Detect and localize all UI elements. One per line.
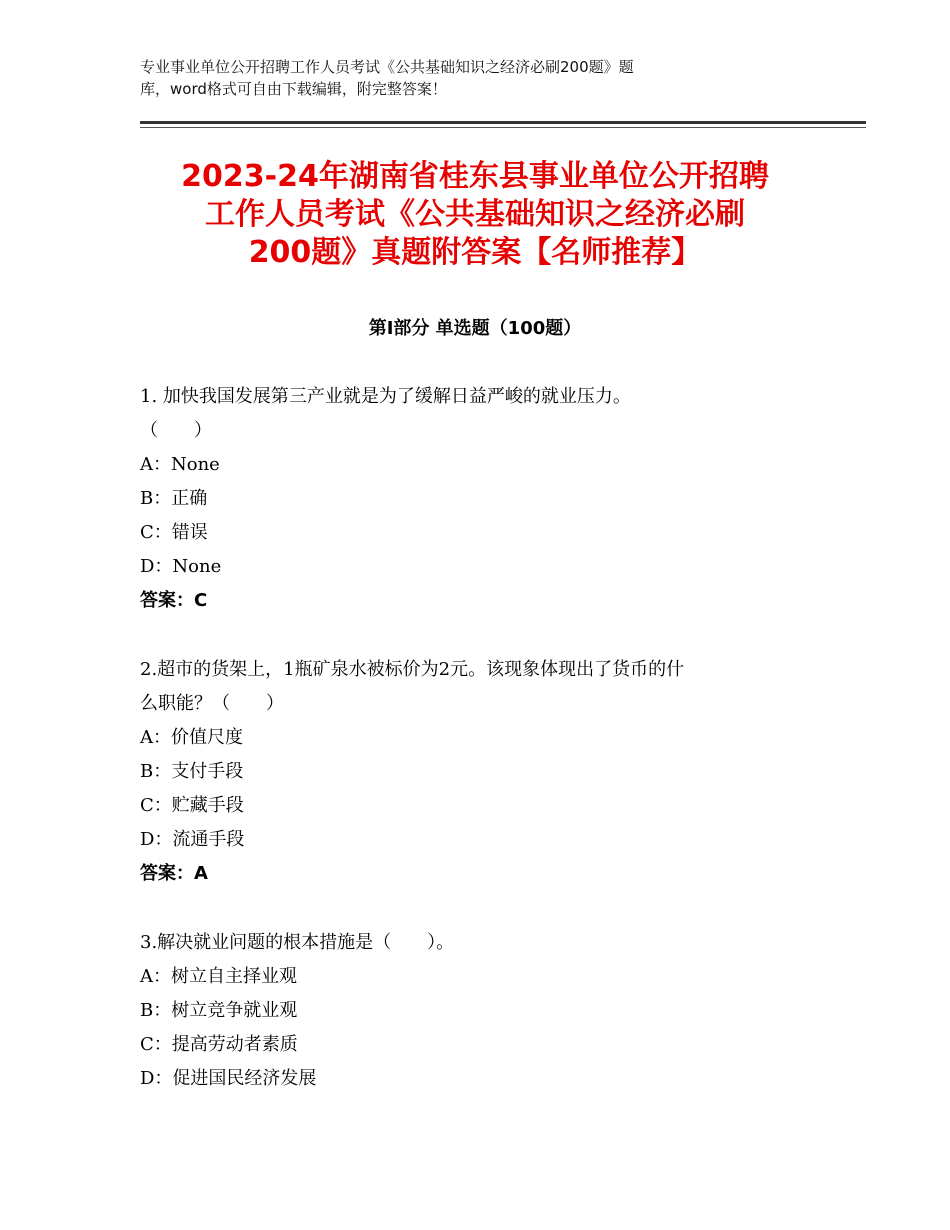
document-title-line-2: 工作人员考试《公共基础知识之经济必刷 <box>205 197 745 232</box>
question-3-option-d: D：促进国民经济发展 <box>140 1068 317 1089</box>
question-1-option-d: D：None <box>140 556 222 577</box>
question-2-option-c: C：贮藏手段 <box>140 795 244 816</box>
question-2 <box>140 653 820 891</box>
question-1-answer: 答案：C <box>140 590 208 611</box>
header-note-line-2: 库，word格式可自由下载编辑，附完整答案！ <box>140 80 447 98</box>
section-title: 第Ⅰ部分 单选题（100题） <box>368 318 582 339</box>
question-2-option-b: B：支付手段 <box>140 761 244 782</box>
question-2-stem-line-2: 么职能？（ ） <box>140 693 284 714</box>
question-3-option-a: A：树立自主择业观 <box>140 966 297 987</box>
question-1-option-c: C：错误 <box>140 522 208 543</box>
question-1-option-a: A：None <box>140 454 220 475</box>
question-1-option-b: B：正确 <box>140 488 208 509</box>
header-divider-thick <box>140 121 866 124</box>
document-title-line-1: 2023-24年湖南省桂东县事业单位公开招聘 <box>181 159 769 194</box>
question-1-stem-line-1: 1. 加快我国发展第三产业就是为了缓解日益严峻的就业压力。 <box>140 386 631 407</box>
question-2-option-a: A：价值尺度 <box>140 727 243 748</box>
question-2-answer: 答案：A <box>140 863 208 884</box>
document-title-line-3: 200题》真题附答案【名师推荐】 <box>248 235 702 270</box>
question-2-option-d: D：流通手段 <box>140 829 245 850</box>
header-note-line-1: 专业事业单位公开招聘工作人员考试《公共基础知识之经济必刷200题》题 <box>140 58 634 76</box>
question-3-option-b: B：树立竞争就业观 <box>140 1000 298 1021</box>
question-3-stem-line-1: 3.解决就业问题的根本措施是（ ）。 <box>140 932 455 953</box>
document-title <box>120 158 830 272</box>
question-1-stem-line-2: （ ） <box>140 420 212 441</box>
question-3 <box>140 926 820 1096</box>
question-1 <box>140 380 820 618</box>
document-header-note <box>140 56 800 100</box>
header-divider-thin <box>140 127 866 128</box>
question-3-option-c: C：提高劳动者素质 <box>140 1034 298 1055</box>
question-2-stem-line-1: 2.超市的货架上，1瓶矿泉水被标价为2元。该现象体现出了货币的什 <box>140 659 685 680</box>
